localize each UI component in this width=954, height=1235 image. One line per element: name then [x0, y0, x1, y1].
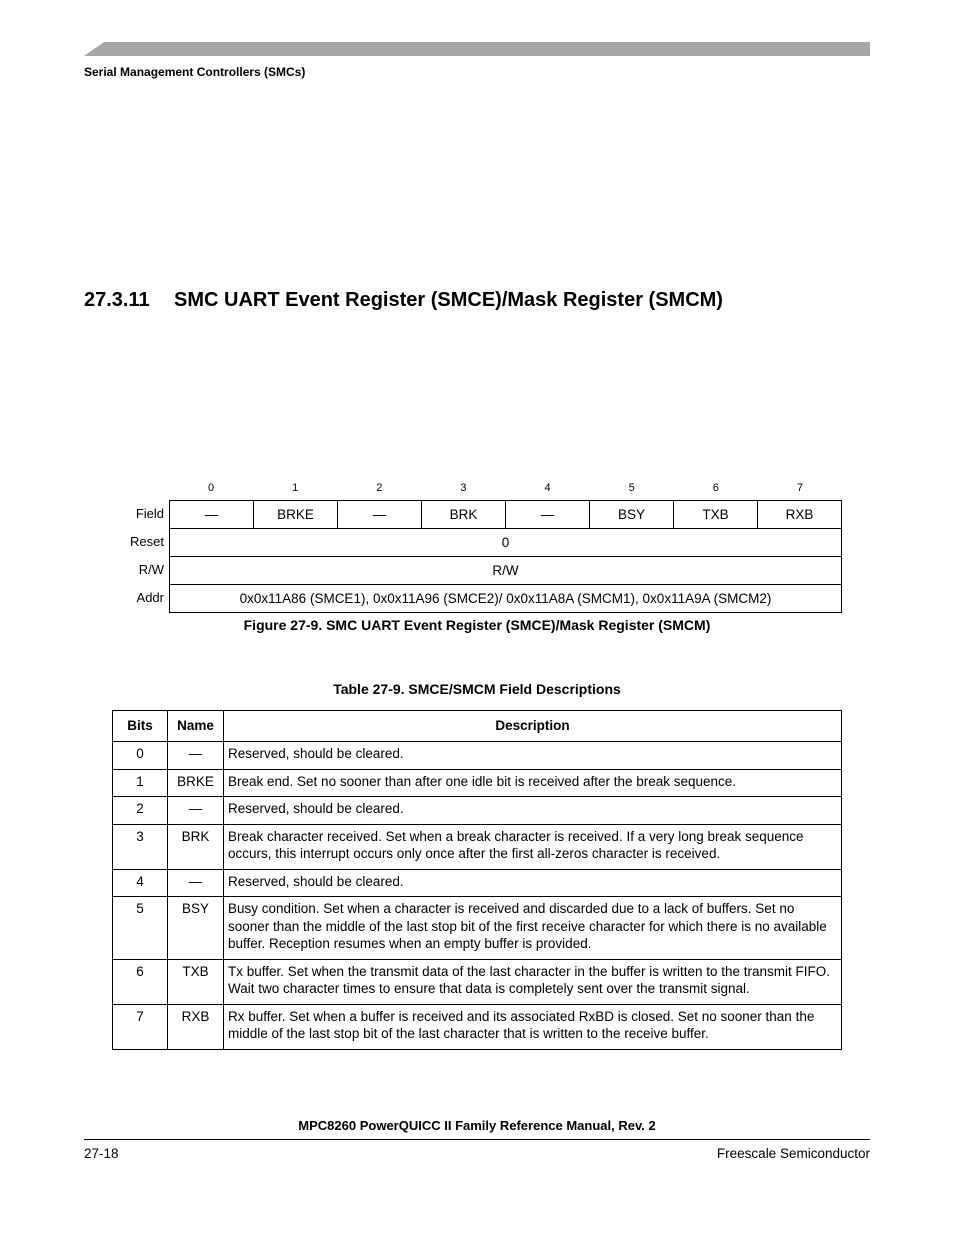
header-name: Name [168, 711, 224, 742]
cell-name: BRK [168, 824, 224, 869]
reset-value: 0 [501, 535, 510, 550]
header-bar [84, 42, 870, 56]
cell-name: RXB [168, 1004, 224, 1049]
field-cell: TXB [673, 501, 757, 528]
table-row [113, 797, 842, 825]
cell-description: Busy condition. Set when a character is received and discarded due to a lack of buffers. Set no sooner than the middle of the last stop bit of the first receive character for which there is no available buffer. Reception resumes when an empty buffer is provided. [224, 897, 842, 960]
cell-name: — [168, 869, 224, 897]
table-row [113, 959, 842, 1004]
field-cell: BRK [421, 501, 505, 528]
cell-bits: 6 [113, 959, 168, 1004]
field-row [170, 501, 841, 528]
header-bits: Bits [113, 711, 168, 742]
row-label-reset: Reset [130, 534, 164, 549]
table-row [113, 869, 842, 897]
figure-caption: Figure 27-9. SMC UART Event Register (SMCE)/Mask Register (SMCM) [243, 617, 711, 633]
section-title [84, 289, 723, 312]
footer-divider [84, 1139, 870, 1140]
table-row [113, 769, 842, 797]
cell-name: — [168, 797, 224, 825]
page-number: 27-18 [84, 1146, 119, 1161]
cell-description: Reserved, should be cleared. [224, 797, 842, 825]
bit-number: 6 [712, 482, 719, 494]
addr-value: 0x0x11A86 (SMCE1), 0x0x11A96 (SMCE2)/ 0x0x11A8A (SMCM1), 0x0x11A9A (SMCM2) [239, 591, 772, 606]
cell-description: Reserved, should be cleared. [224, 742, 842, 770]
company-name: Freescale Semiconductor [716, 1146, 870, 1161]
section-number: 27.3.11 [84, 289, 150, 311]
cell-description: Break end. Set no sooner than after one idle bit is received after the break sequence. [224, 769, 842, 797]
cell-bits: 4 [113, 869, 168, 897]
table-caption: Table 27-9. SMCE/SMCM Field Descriptions [333, 681, 621, 697]
field-description-table [112, 710, 842, 1050]
rw-value: R/W [492, 563, 519, 578]
cell-name: TXB [168, 959, 224, 1004]
bit-number: 7 [796, 482, 803, 494]
cell-bits: 3 [113, 824, 168, 869]
table-row [113, 897, 842, 960]
field-cell: — [505, 501, 589, 528]
bit-number-row [169, 482, 842, 498]
cell-bits: 1 [113, 769, 168, 797]
cell-name: BRKE [168, 769, 224, 797]
row-label-rw: R/W [138, 562, 164, 577]
cell-bits: 5 [113, 897, 168, 960]
table-row [113, 824, 842, 869]
cell-description: Tx buffer. Set when the transmit data of the last character in the buffer is written to the transmit FIFO. Wait two character times to ensure that data is completely sent over the transmit signal. [224, 959, 842, 1004]
bit-number: 3 [460, 482, 467, 494]
cell-description: Reserved, should be cleared. [224, 869, 842, 897]
row-label-addr: Addr [136, 590, 164, 605]
cell-bits: 0 [113, 742, 168, 770]
addr-row [170, 584, 841, 612]
cell-bits: 7 [113, 1004, 168, 1049]
bit-number: 1 [292, 482, 299, 494]
footer-manual-title: MPC8260 PowerQUICC II Family Reference Manual, Rev. 2 [298, 1118, 656, 1133]
header-description: Description [224, 711, 842, 742]
reset-row [170, 528, 841, 556]
cell-name: BSY [168, 897, 224, 960]
running-head: Serial Management Controllers (SMCs) [84, 65, 306, 79]
rw-row [170, 556, 841, 584]
field-cell: RXB [757, 501, 841, 528]
cell-bits: 2 [113, 797, 168, 825]
register-grid [169, 500, 842, 613]
table-header-row [113, 711, 842, 742]
field-cell: BRKE [253, 501, 337, 528]
cell-description: Break character received. Set when a break character is received. If a very long break sequence occurs, this interrupt occurs only once after the first all-zeros character is received. [224, 824, 842, 869]
bit-number: 0 [208, 482, 215, 494]
field-cell: — [204, 507, 219, 522]
bit-number: 4 [544, 482, 551, 494]
field-cell: — [337, 501, 421, 528]
table-row [113, 742, 842, 770]
field-cell: BSY [589, 501, 673, 528]
section-title-text: SMC UART Event Register (SMCE)/Mask Register (SMCM) [174, 289, 723, 311]
row-label-field: Field [135, 506, 164, 521]
cell-description: Rx buffer. Set when a buffer is received and its associated RxBD is closed. Set no sooner than the middle of the last stop bit of the last character that is written to the receive buffer. [224, 1004, 842, 1049]
table-row [113, 1004, 842, 1049]
bit-number: 5 [628, 482, 635, 494]
cell-name: — [168, 742, 224, 770]
bit-number: 2 [376, 482, 383, 494]
